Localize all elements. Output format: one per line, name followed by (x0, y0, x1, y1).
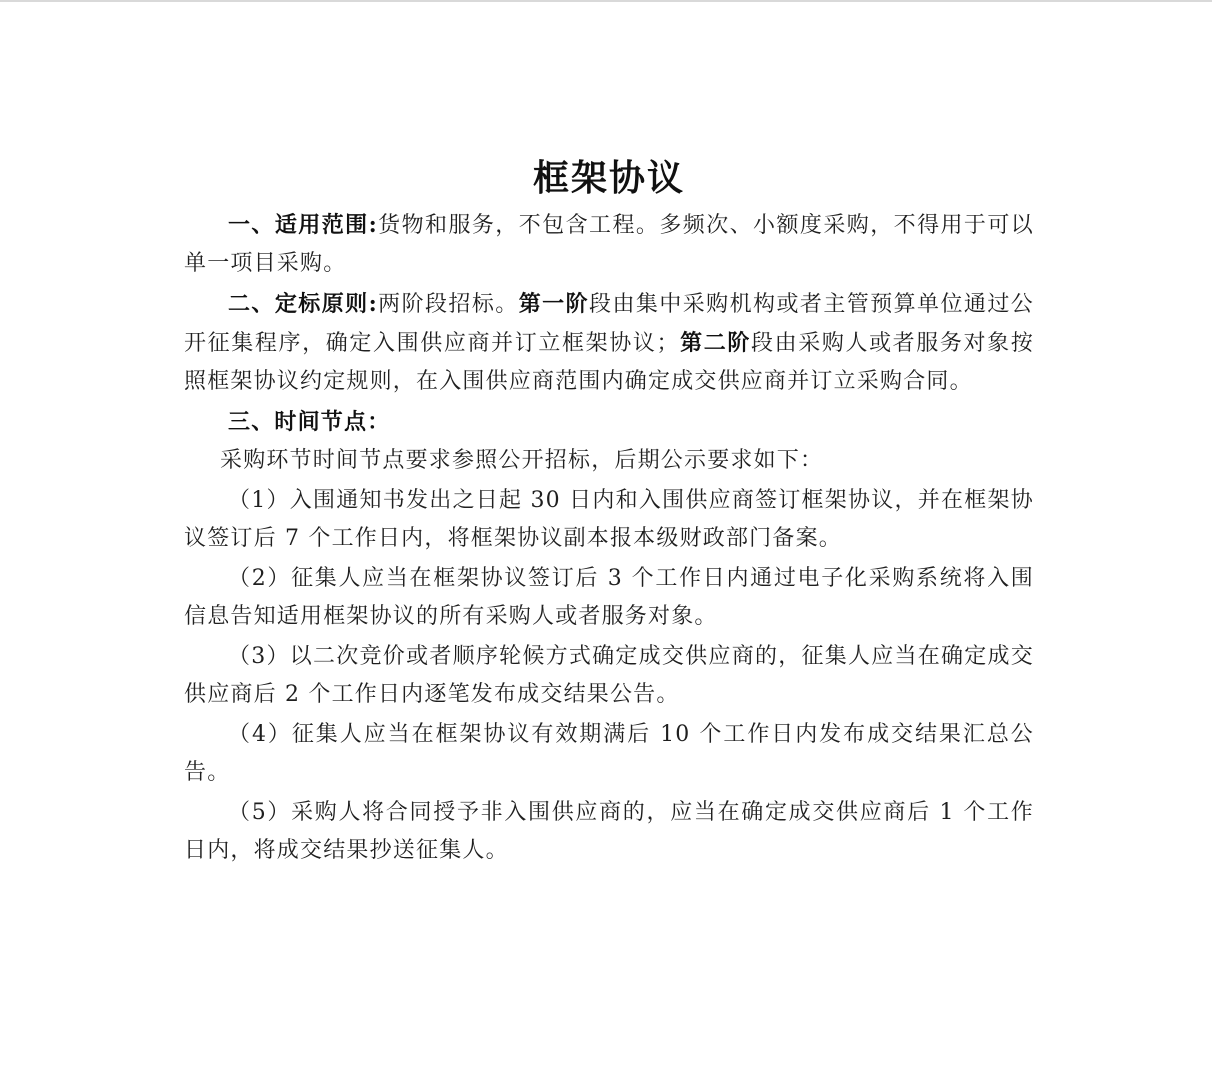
top-edge-divider (0, 0, 1212, 2)
timeline-heading: 三、时间节点： (228, 409, 391, 435)
scope-paragraph (184, 206, 1034, 283)
phase-one-label: 第一阶 (518, 291, 590, 317)
document-title: 框架协议 (532, 157, 685, 199)
timeline-intro: 采购环节时间节点要求参照公开招标，后期公示要求如下： (220, 448, 824, 473)
timeline-item-1: （1）入围通知书发出之日起 30 日内和入围供应商签订框架协议，并在框架协议签订后 7 个工作日内，将框架协议副本报本级财政部门备案。 (184, 488, 1034, 551)
scope-text: 货物和服务，不包含工程。多频次、小额度采购，不得用于可以单一项目采购。 (184, 213, 1034, 276)
scope-heading: 一、适用范围: (228, 212, 378, 238)
principle-paragraph (184, 285, 1034, 401)
principle-intro: 两阶段招标。 (377, 292, 519, 317)
timeline-item-2: （2）征集人应当在框架协议签订后 3 个工作日内通过电子化采购系统将入围信息告知适用框架协议的所有采购人或者服务对象。 (184, 566, 1034, 629)
timeline-item-3: （3）以二次竞价或者顺序轮候方式确定成交供应商的，征集人应当在确定成交供应商后 2 个工作日内逐笔发布成交结果公告。 (184, 644, 1034, 707)
principle-heading: 二、定标原则: (228, 291, 378, 317)
phase-two-text: 段由采购人或者服务对象按照框架协议约定规则，在入围供应商范围内确定成交供应商并订立采购合同。 (184, 331, 1034, 394)
document-page (184, 150, 1034, 870)
phase-one-text: 段由集中采购机构或者主管预算单位通过公开征集程序，确定入围供应商并订立框架协议； (184, 292, 1034, 356)
timeline-heading-paragraph (184, 403, 1034, 442)
timeline-item-5: （5）采购人将合同授予非入围供应商的，应当在确定成交供应商后 1 个工作日内，将成交结果抄送征集人。 (184, 800, 1034, 863)
timeline-item-4: （4）征集人应当在框架协议有效期满后 10 个工作日内发布成交结果汇总公告。 (184, 722, 1034, 785)
phase-two-label: 第二阶 (679, 330, 751, 356)
